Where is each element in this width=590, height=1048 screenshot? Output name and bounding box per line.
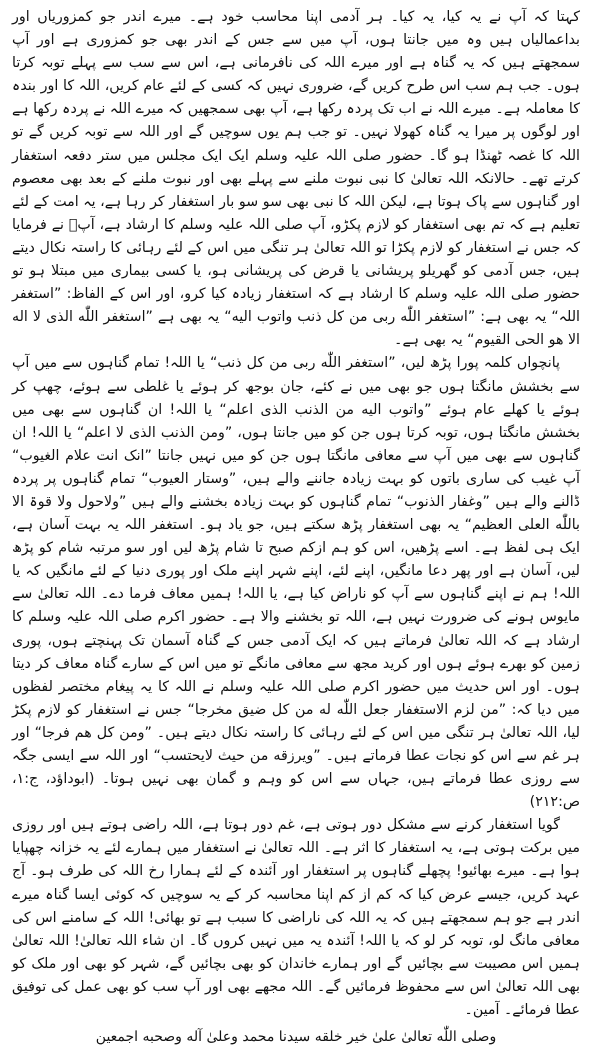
body-paragraph-3: گویا استغفار کرنے سے مشکل دور ہوتی ہے، غم دور ہوتا ہے، اللہ راضی ہوتے ہیں اور روزی میں برکت ہوتی ہے، یہ استغفار کا اثر ہے۔ اللہ تعالیٰ نے استغفار میں ہمارے لئے یہ خزانہ چھپایا ہوا ہے۔ میرے بھائیو! پچھلے گناہوں پر استغفار اور آئندہ کے لئے ہمارا رخ اللہ کی طرف ہو۔ آج عہد کریں، جیسے عرض کیا کہ کم از کم اپنا محاسبہ کر کے یہ سوچیں کہ کوئی ایسا گناہ میرے اندر ہے جو ہم سمجھتے ہیں کہ یہ اللہ کی ناراضی کا سبب ہے تو بھائی! اللہ کے سامنے اس کی معافی مانگ لو، توبہ کر لو کہ یا اللہ! آئندہ یہ میں نہیں کروں گا۔ ان شاء اللہ تعالیٰ! اللہ تعالیٰ ہمیں اس مصیبت سے بچائیں گے اور ہمارے خاندان کو بھی بچائیں گے، شہر کو بھی اور ملک کو بھی اللہ تعالیٰ اس سے محفوظ فرمائیں گے۔ اللہ مجھے بھی اور آپ سب کو بھی عمل کی توفیق عطا فرمائے۔ آمین۔ <box>12 817 580 1019</box>
closing-salutation: وصلی اللّٰه تعالیٰ علیٰ خیر خلقه سیدنا محمد وعلیٰ آله وصحبه اجمعین <box>95 1029 497 1046</box>
body-paragraph-1: کہتا کہ آپ نے یہ کیا، یہ کیا۔ ہر آدمی اپنا محاسب خود ہے۔ میرے اندر جو کمزوریاں اور بداعمالیاں ہیں وہ میں جانتا ہوں، آپ میں سے جس کے اندر بھی جو کمزوری ہے اور آپ سمجھتے ہیں کہ یہ گناہ ہے اور میرے اللہ کی نافرمانی ہے، اس سے سب سے پہلے توبہ کرتا ہوں۔ جب ہم سب اس طرح کریں گے، ضروری نہیں کہ کسی کے لئے عام کریں، اللہ کا اور بندہ کا معاملہ ہے۔ میرے اللہ نے اب تک پردہ رکھا ہے، آپ بھی سمجھیں کہ میرے اللہ نے پردہ رکھا ہے اور لوگوں پر میرا یہ گناہ کھولا نہیں۔ تو جب ہم یوں سوچیں گے اور اللہ سے توبہ کریں گے تو اللہ کا غصہ ٹھنڈا ہو گا۔ حضور صلی اللہ علیہ وسلم ایک ایک مجلس میں ستر دفعہ استغفار کرتے تھے۔ حالانکہ اللہ تعالیٰ کا نبی نبوت ملنے سے پہلے بھی اور نبوت ملنے کے بعد بھی معصوم اور گناہوں سے پاک ہوتا ہے، لیکن اللہ کا نبی بھی سو سو بار استغفار کر رہا ہے، یہ امت کے لئے تعلیم ہے کہ تم بھی استغفار کو لازم پکڑو، آپ صلی اللہ علیہ وسلم کا ارشاد ہے، آپؐ نے فرمایا کہ جس نے استغفار کو لازم پکڑا تو اللہ تعالیٰ ہر تنگی میں اس کے لئے رہائی کا راستہ نکال دیتے ہیں، جس آدمی کو گھریلو پریشانی یا قرض کی پریشانی ہو، یا کسی بیماری میں مبتلا ہو تو حضور صلی اللہ علیہ وسلم کا ارشاد ہے کہ استغفار زیادہ کیا کرو، اور اس کے الفاظ: ”استغفر اللہ“ یہ بھی ہے: ”استغفر اللّٰه ربی من کل ذنب واتوب الیه“ یہ بھی ہے ”استغفر اللّٰه الذی لا اله الا هو الحی القیوم“ یہ بھی ہے۔ <box>12 9 580 349</box>
body-paragraph-2: پانچواں کلمہ پورا پڑھ لیں، ”استغفر اللّٰه ربی من کل ذنب“ یا اللہ! تمام گناہوں سے میں آپ سے بخشش مانگتا ہوں جو بھی میں نے کئے، جان بوجھ کر ہوئے یا غلطی سے ہوئے، چھپ کر ہوئے یا کھلے عام ہوئے ”واتوب الیه من الذنب الذی اعلم“ یا اللہ! ان گناہوں سے بھی میں بخشش مانگتا ہوں، توبہ کرتا ہوں جن کو میں جانتا ہوں، ”ومن الذنب الذی لا اعلم“ یا اللہ! ان گناہوں سے بھی میں آپ سے معافی مانگتا ہوں جن کو میں نہیں جانتا ”انک انت علام الغیوب“ آپ غیب کی ساری باتوں کو بہت زیادہ جاننے والے ہیں، ”وستار العیوب“ تمام گناہوں پر پردہ ڈالنے والے ہیں ”وغفار الذنوب“ تمام گناہوں کو بہت زیادہ بخشنے والے ہیں ”ولاحول ولا قوۃ الا باللّٰه العلی العظیم“ یہ بھی استغفار پڑھ سکتے ہیں، جو یاد ہو۔ استغفر اللہ یہ بہت آسان ہے، ایک ہی لفظ ہے۔ اسے پڑھیں، اس کو ہم ازکم صبح تا شام پڑھ لیں اور سو مرتبہ شام کو پڑھ لیں، آسان ہے اور پھر دعا مانگیں، اپنے لئے، اپنے شہر اپنے ملک اور پوری دنیا کے لئے مانگیں کہ یا اللہ! ہم نے اپنے گناہوں سے آپ کو ناراض کیا ہے، یا اللہ! ہمیں معاف فرما دے۔ اللہ تعالیٰ سے مایوس ہونے کی ضرورت نہیں ہے، اللہ تو بخشنے والا ہے۔ حضور اکرم صلی اللہ علیہ وسلم کا ارشاد ہے کہ اللہ تعالیٰ فرماتے ہیں کہ ایک آدمی جس کے گناہ آسمان تک پہنچتے ہوں، پوری زمین کو بھرے ہوئے ہوں اور کرید مجھ سے معافی مانگے تو میں اس کے سارے گناہ معاف کر دیتا ہوں۔ اور اس حدیث میں حضور اکرم صلی اللہ علیہ وسلم نے اللہ کا یہ پیغام مختصر لفظوں میں دیا کہ: ”من لزم الاستغفار جعل اللّٰه له من کل ضیق مخرجا“ جس نے استغفار کو لازم پکڑ لیا، اللہ تعالیٰ ہر تنگی میں اس کے لئے رہائی کا راستہ نکال دیتے ہیں۔ ”ومن کل هم فرجا“ اور ہر غم سے اس کو نجات عطا فرماتے ہیں۔ ”ویرزقه من حیث لایحتسب“ اور اللہ سے ایسی جگہ سے روزی عطا فرماتے ہیں، جہاں سے اس کو وہم و گمان بھی نہیں ہوتا۔ (ابوداؤد، ج:۱، ص:۲۱۲) <box>12 355 580 811</box>
